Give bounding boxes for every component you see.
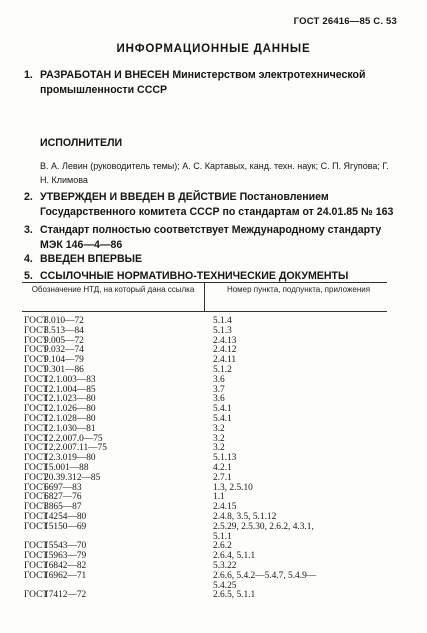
row-document-code: 17412—72 — [44, 590, 87, 601]
page-header: ГОСТ 26416—85 С. 53 — [293, 16, 397, 27]
row-document-code: 16842—82 — [44, 560, 87, 571]
row-points: 2.6.4, 5.1.1 — [213, 551, 256, 562]
row-document-code: 8.513—84 — [44, 325, 84, 336]
row-gost-prefix: ГОСТ — [24, 502, 49, 513]
section-3 — [24, 223, 396, 252]
row-gost-prefix: ГОСТ — [24, 443, 49, 454]
row-gost-prefix: ГОСТ — [24, 560, 49, 571]
row-points: 5.4.1 — [213, 404, 232, 415]
executors-list: В. А. Левин (руководитель темы); А. С. Картавых, канд. техн. наук; С. П. Ягупова; Г. Н. Климова — [40, 161, 389, 185]
row-points: 5.3.22 — [213, 560, 237, 571]
row-points: 5.1.13 — [213, 453, 237, 464]
section-text: РАЗРАБОТАН И ВНЕСЕН Министерством электротехнической промышленности СССР — [40, 69, 366, 96]
section-number: 4. — [24, 253, 33, 265]
row-document-code: 15.001—88 — [44, 462, 89, 473]
table-row — [24, 572, 394, 582]
row-document-code: 9.032—74 — [44, 345, 84, 356]
row-gost-prefix: ГОСТ — [24, 384, 49, 395]
row-gost-prefix: ГОСТ — [24, 482, 49, 493]
row-points: 5.1.1 — [213, 531, 232, 542]
row-points: 2.4.15 — [213, 502, 237, 513]
row-points: 5.1.2 — [213, 364, 232, 375]
row-document-code: 12.2.007.0—75 — [44, 433, 103, 444]
row-gost-prefix: ГОСТ — [24, 394, 49, 405]
row-points: 3.7 — [213, 384, 225, 395]
row-document-code: 12.2.007.11—75 — [44, 443, 107, 454]
row-points: 3.6 — [213, 394, 225, 405]
row-gost-prefix: ГОСТ — [24, 462, 49, 473]
table-row — [24, 523, 394, 533]
row-document-code: 9.301—86 — [44, 364, 84, 375]
row-points: 2.7.1 — [213, 472, 232, 483]
section-text: ССЫЛОЧНЫЕ НОРМАТИВНО-ТЕХНИЧЕСКИЕ ДОКУМЕНТЫ — [40, 270, 349, 282]
row-document-code: 9.104—79 — [44, 355, 84, 366]
reference-table-body — [24, 317, 394, 601]
executors-heading: ИСПОЛНИТЕЛИ — [40, 137, 123, 149]
row-document-code: 8865—87 — [44, 502, 82, 513]
row-points: 2.5.29, 2.5.30, 2.6.2, 4.3.1, — [213, 521, 314, 532]
row-points: 2.4.12 — [213, 345, 237, 356]
table-row — [24, 591, 394, 601]
row-document-code: 14254—80 — [44, 511, 87, 522]
table-header-rule — [22, 311, 387, 312]
row-document-code: 12.3.019—80 — [44, 453, 96, 464]
row-points: 5.4.25 — [213, 580, 237, 591]
row-points: 2.4.11 — [213, 355, 237, 366]
row-points: 5.1.4 — [213, 316, 232, 326]
row-points: 2.6.5, 5.1.1 — [213, 590, 256, 601]
row-gost-prefix: ГОСТ — [24, 433, 49, 444]
table-column-divider — [204, 282, 205, 311]
row-gost-prefix: ГОСТ — [24, 453, 49, 464]
row-document-code: 15150—69 — [44, 521, 87, 532]
row-points: 5.4.1 — [213, 413, 232, 424]
row-gost-prefix: ГОСТ — [24, 541, 49, 552]
row-gost-prefix: ГОСТ — [24, 355, 49, 366]
section-2 — [24, 190, 396, 219]
section-text: Стандарт полностью соответствует Международному стандарту МЭК 146—4—86 — [40, 224, 382, 251]
row-document-code: 12.1.003—83 — [44, 374, 96, 385]
table-header-document: Обозначение НТД, на который дана ссылка — [31, 285, 195, 294]
row-gost-prefix: ГОСТ — [24, 364, 49, 375]
row-points: 4.2.1 — [213, 462, 232, 473]
row-gost-prefix: ГОСТ — [24, 570, 49, 581]
row-gost-prefix: ГОСТ — [24, 335, 49, 346]
row-gost-prefix: ГОСТ — [24, 374, 49, 385]
row-gost-prefix: ГОСТ — [24, 590, 49, 601]
row-document-code: 6827—76 — [44, 492, 82, 503]
table-header-points: Номер пункта, подпункта, приложения — [226, 285, 371, 294]
row-points: 3.2 — [213, 433, 225, 444]
section-number: 1. — [24, 69, 33, 81]
row-gost-prefix: ГОСТ — [24, 413, 49, 424]
row-gost-prefix: ГОСТ — [24, 521, 49, 532]
row-points: 2.4.8, 3.5, 5.1.12 — [213, 511, 277, 522]
row-points: 3.2 — [213, 443, 225, 454]
row-points: 2.6.6, 5.4.2—5.4.7, 5.4.9— — [213, 570, 317, 581]
row-gost-prefix: ГОСТ — [24, 404, 49, 415]
row-gost-prefix: ГОСТ — [24, 551, 49, 562]
row-points: 2.6.2 — [213, 541, 232, 552]
page-title: ИНФОРМАЦИОННЫЕ ДАННЫЕ — [116, 43, 311, 55]
row-document-code: 12.1.023—80 — [44, 394, 96, 405]
row-points: 1.3, 2.5.10 — [213, 482, 253, 493]
section-number: 5. — [24, 270, 33, 282]
section-text: ВВЕДЕН ВПЕРВЫЕ — [40, 253, 143, 265]
row-document-code: 9.005—72 — [44, 335, 84, 346]
row-points: 5.1.3 — [213, 325, 232, 336]
row-document-code: 12.1.030—81 — [44, 423, 96, 434]
row-gost-prefix: ГОСТ — [24, 472, 49, 483]
row-document-code: 15963—79 — [44, 551, 87, 562]
row-points: 1.1 — [213, 492, 225, 503]
section-number: 2. — [24, 191, 33, 203]
row-document-code: 8.010—72 — [44, 316, 84, 326]
row-gost-prefix: ГОСТ — [24, 325, 49, 336]
section-1 — [24, 68, 396, 97]
row-points: 3.6 — [213, 374, 225, 385]
section-text: УТВЕРЖДЕН И ВВЕДЕН В ДЕЙСТВИЕ Постановлением Государственного комитета СССР по стандартам от 24.01.85 № 163 — [40, 191, 394, 218]
row-document-code: 12.1.004—85 — [44, 384, 96, 395]
section-number: 3. — [24, 224, 33, 236]
section-4 — [24, 252, 396, 267]
row-points: 3.2 — [213, 423, 225, 434]
row-document-code: 12.1.026—80 — [44, 404, 96, 415]
row-document-code: 12.1.028—80 — [44, 413, 96, 424]
row-document-code: 6697—83 — [44, 482, 82, 493]
row-document-code: 16962—71 — [44, 570, 87, 581]
row-gost-prefix: ГОСТ — [24, 345, 49, 356]
row-document-code: 15543—70 — [44, 541, 87, 552]
row-points: 2.4.13 — [213, 335, 237, 346]
row-document-code: 20.39.312—85 — [44, 472, 101, 483]
row-gost-prefix: ГОСТ — [24, 492, 49, 503]
row-gost-prefix: ГОСТ — [24, 511, 49, 522]
row-gost-prefix: ГОСТ — [24, 423, 49, 434]
row-gost-prefix: ГОСТ — [24, 316, 49, 326]
